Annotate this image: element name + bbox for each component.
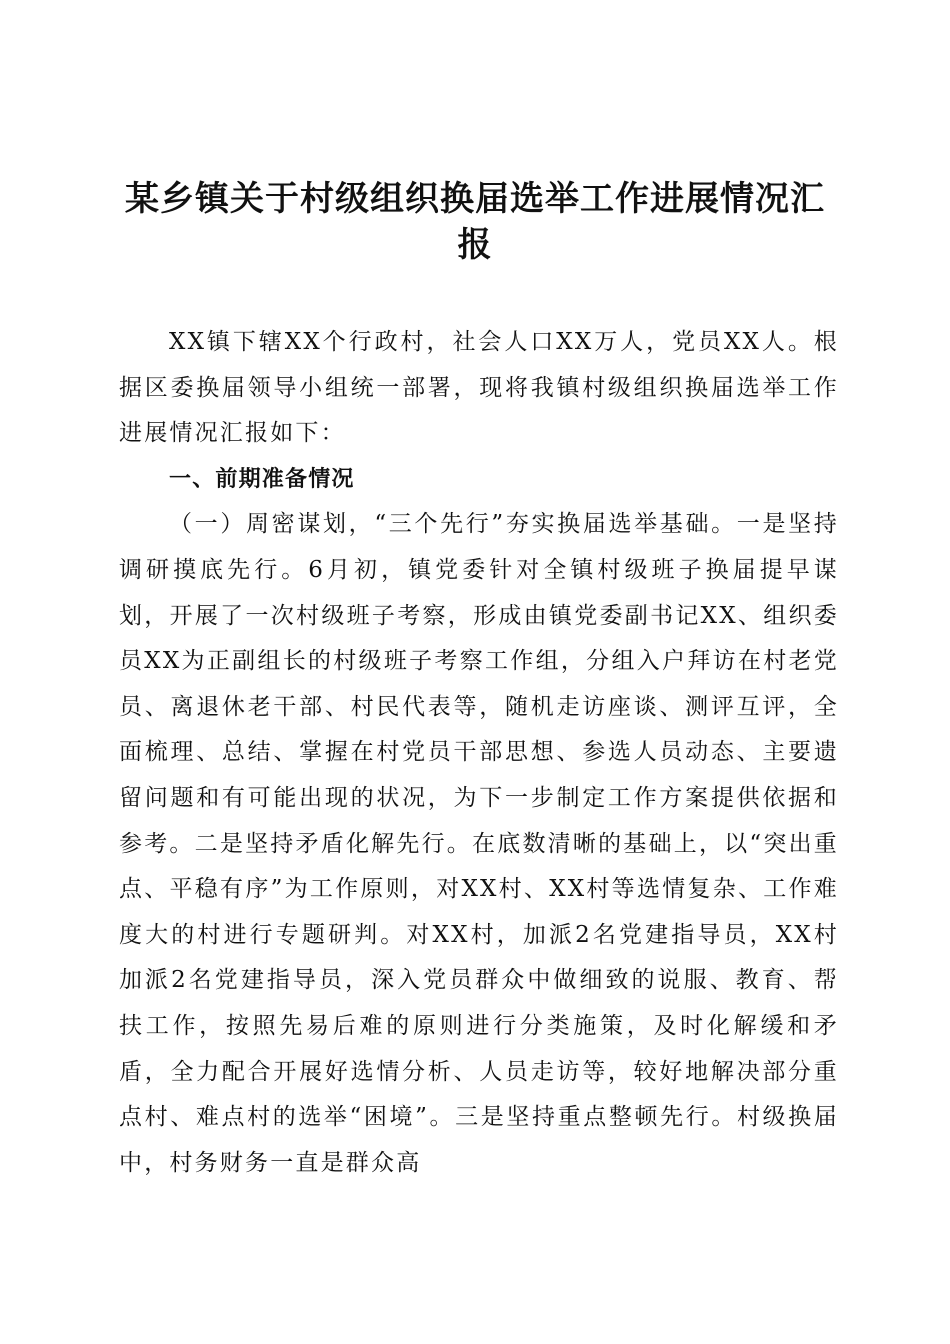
section-heading-preparation: 一、前期准备情况	[169, 466, 355, 492]
document-body	[119, 320, 839, 1186]
document-title: 某乡镇关于村级组织换届选举工作进展情况汇报	[125, 179, 825, 265]
intro-paragraph: XX镇下辖XX个行政村，社会人口XX万人，党员XX人。根据区委换届领导小组统一部署，现将我镇村级组织换届选举工作进展情况汇报如下：	[119, 329, 839, 447]
section-paragraph-planning: （一）周密谋划，“三个先行”夯实换届选举基础。一是坚持调研摸底先行。6月初，镇党委针对全镇村级班子换届提早谋划，开展了一次村级班子考察，形成由镇党委副书记XX、组织委员XX为正副组长的村级班子考察工作组，分组入户拜访在村老党员、离退休老干部、村民代表等，随机走访座谈、测评互评，全面梳理、总结、掌握在村党员干部思想、参选人员动态、主要遗留问题和有可能出现的状况，为下一步制定工作方案提供依据和参考。二是坚持矛盾化解先行。在底数清晰的基础上，以“突出重点、平稳有序”为工作原则，对XX村、XX村等选情复杂、工作难度大的村进行专题研判。对XX村，加派2名党建指导员，XX村加派2名党建指导员，深入党员群众中做细致的说服、教育、帮扶工作，按照先易后难的原则进行分类施策，及时化解缓和矛盾，全力配合开展好选情分析、人员走访等，较好地解决部分重点村、难点村的选举“困境”。三是坚持重点整顿先行。村级换届中，村务财务一直是群众高	[119, 511, 839, 1176]
